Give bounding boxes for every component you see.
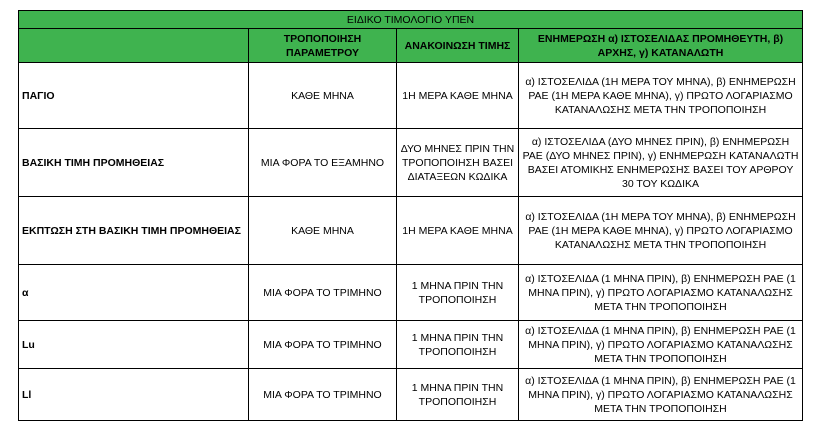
header-announcement: ΑΝΑΚΟΙΝΩΣΗ ΤΙΜΗΣ xyxy=(397,29,519,63)
row-notification: α) ΙΣΤΟΣΕΛΙΔΑ (1 ΜΗΝΑ ΠΡΙΝ), β) ΕΝΗΜΕΡΩΣΗ ΡΑΕ (1 ΜΗΝΑ ΠΡΙΝ), γ) ΠΡΩΤΟ ΛΟΓΑΡΙΑΣΜΟ ΚΑΤΑΝΑΛΩΣΗΣ ΜΕΤΑ ΤΗΝ ΤΡΟΠΟΠΟΙΗΣΗ xyxy=(519,265,803,321)
table-row xyxy=(19,321,803,369)
row-modification: ΚΑΘΕ ΜΗΝΑ xyxy=(249,63,397,129)
row-notification: α) ΙΣΤΟΣΕΛΙΔΑ (ΔΥΟ ΜΗΝΕΣ ΠΡΙΝ), β) ΕΝΗΜΕΡΩΣΗ ΡΑΕ (ΔΥΟ ΜΗΝΕΣ ΠΡΙΝ), γ) ΕΝΗΜΕΡΩΣΗ ΚΑΤΑΝΑΛΩΤΗ ΒΑΣΕΙ ΑΤΟΜΙΚΗΣ ΕΝΗΜΕΡΩΣΗΣ ΒΑΣΕΙ ΤΟΥ ΑΡΘΡΟΥ 30 ΤΟΥ ΚΩΔΙΚΑ xyxy=(519,129,803,197)
row-label: Lu xyxy=(19,321,249,369)
row-announcement: 1Η ΜΕΡΑ ΚΑΘΕ ΜΗΝΑ xyxy=(397,197,519,265)
row-announcement: ΔΥΟ ΜΗΝΕΣ ΠΡΙΝ ΤΗΝ ΤΡΟΠΟΠΟΙΗΣΗ ΒΑΣΕΙ ΔΙΑΤΑΞΕΩΝ ΚΩΔΙΚΑ xyxy=(397,129,519,197)
row-announcement: 1 ΜΗΝΑ ΠΡΙΝ ΤΗΝ ΤΡΟΠΟΠΟΙΗΣΗ xyxy=(397,321,519,369)
header-blank xyxy=(19,29,249,63)
row-announcement: 1 ΜΗΝΑ ΠΡΙΝ ΤΗΝ ΤΡΟΠΟΠΟΙΗΣΗ xyxy=(397,369,519,421)
row-modification: ΚΑΘΕ ΜΗΝΑ xyxy=(249,197,397,265)
table-row xyxy=(19,197,803,265)
table-title-row xyxy=(19,11,803,29)
table-row xyxy=(19,129,803,197)
row-notification: α) ΙΣΤΟΣΕΛΙΔΑ (1 ΜΗΝΑ ΠΡΙΝ), β) ΕΝΗΜΕΡΩΣΗ ΡΑΕ (1 ΜΗΝΑ ΠΡΙΝ), γ) ΠΡΩΤΟ ΛΟΓΑΡΙΑΣΜΟ ΚΑΤΑΝΑΛΩΣΗΣ ΜΕΤΑ ΤΗΝ ΤΡΟΠΟΠΟΙΗΣΗ xyxy=(519,369,803,421)
row-label: α xyxy=(19,265,249,321)
row-modification: ΜΙΑ ΦΟΡΑ ΤΟ ΤΡΙΜΗΝΟ xyxy=(249,265,397,321)
table-row xyxy=(19,369,803,421)
table-row xyxy=(19,265,803,321)
row-modification: ΜΙΑ ΦΟΡΑ ΤΟ ΤΡΙΜΗΝΟ xyxy=(249,321,397,369)
header-modification: ΤΡΟΠΟΠΟΙΗΣΗ ΠΑΡΑΜΕΤΡΟΥ xyxy=(249,29,397,63)
row-label: ΠΑΓΙΟ xyxy=(19,63,249,129)
row-modification: ΜΙΑ ΦΟΡΑ ΤΟ ΕΞΑΜΗΝΟ xyxy=(249,129,397,197)
row-notification: α) ΙΣΤΟΣΕΛΙΔΑ (1Η ΜΕΡΑ ΤΟΥ ΜΗΝΑ), β) ΕΝΗΜΕΡΩΣΗ ΡΑΕ (1Η ΜΕΡΑ ΚΑΘΕ ΜΗΝΑ), γ) ΠΡΩΤΟ ΛΟΓΑΡΙΑΣΜΟ ΚΑΤΑΝΑΛΩΣΗΣ ΜΕΤΑ ΤΗΝ ΤΡΟΠΟΠΟΙΗΣΗ xyxy=(519,63,803,129)
table-header-row xyxy=(19,29,803,63)
row-announcement: 1Η ΜΕΡΑ ΚΑΘΕ ΜΗΝΑ xyxy=(397,63,519,129)
header-notification: ΕΝΗΜΕΡΩΣΗ α) ΙΣΤΟΣΕΛΙΔΑΣ ΠΡΟΜΗΘΕΥΤΗ, β) ΑΡΧΗΣ, γ) ΚΑΤΑΝΑΛΩΤΗ xyxy=(519,29,803,63)
row-label: ΒΑΣΙΚΗ ΤΙΜΗ ΠΡΟΜΗΘΕΙΑΣ xyxy=(19,129,249,197)
row-notification: α) ΙΣΤΟΣΕΛΙΔΑ (1 ΜΗΝΑ ΠΡΙΝ), β) ΕΝΗΜΕΡΩΣΗ ΡΑΕ (1 ΜΗΝΑ ΠΡΙΝ), γ) ΠΡΩΤΟ ΛΟΓΑΡΙΑΣΜΟ ΚΑΤΑΝΑΛΩΣΗΣ ΜΕΤΑ ΤΗΝ ΤΡΟΠΟΠΟΙΗΣΗ xyxy=(519,321,803,369)
tariff-table xyxy=(18,10,803,421)
row-label: ΕΚΠΤΩΣΗ ΣΤΗ ΒΑΣΙΚΗ ΤΙΜΗ ΠΡΟΜΗΘΕΙΑΣ xyxy=(19,197,249,265)
table-row xyxy=(19,63,803,129)
row-announcement: 1 ΜΗΝΑ ΠΡΙΝ ΤΗΝ ΤΡΟΠΟΠΟΙΗΣΗ xyxy=(397,265,519,321)
table-title: ΕΙΔΙΚΟ ΤΙΜΟΛΟΓΙΟ ΥΠΕΝ xyxy=(19,11,803,29)
row-label: Ll xyxy=(19,369,249,421)
row-notification: α) ΙΣΤΟΣΕΛΙΔΑ (1Η ΜΕΡΑ ΤΟΥ ΜΗΝΑ), β) ΕΝΗΜΕΡΩΣΗ ΡΑΕ (1Η ΜΕΡΑ ΚΑΘΕ ΜΗΝΑ), γ) ΠΡΩΤΟ ΛΟΓΑΡΙΑΣΜΟ ΚΑΤΑΝΑΛΩΣΗΣ ΜΕΤΑ ΤΗΝ ΤΡΟΠΟΠΟΙΗΣΗ xyxy=(519,197,803,265)
row-modification: ΜΙΑ ΦΟΡΑ ΤΟ ΤΡΙΜΗΝΟ xyxy=(249,369,397,421)
